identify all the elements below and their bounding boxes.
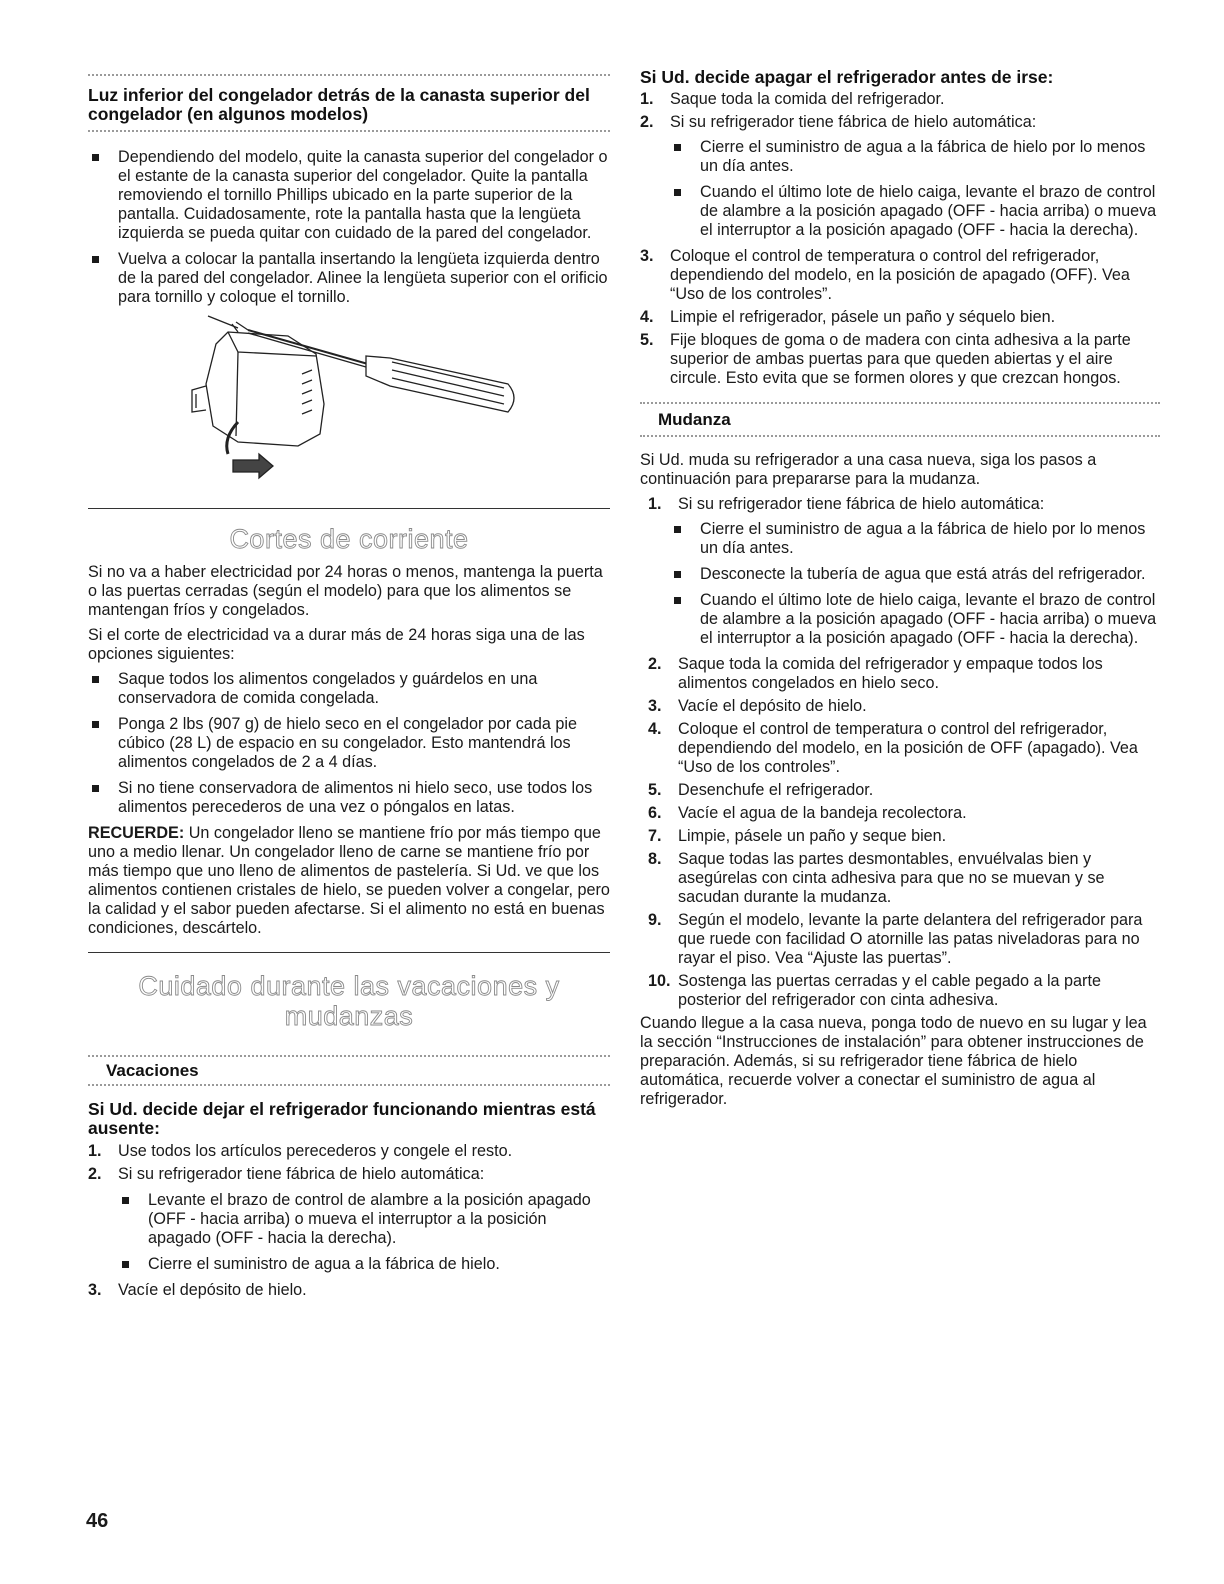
list-item — [640, 804, 1160, 823]
freezer-light-list — [88, 148, 610, 307]
list-item — [640, 781, 1160, 800]
right-column — [640, 0, 1160, 1115]
freezer-light-heading: Luz inferior del congelador detrás de la canasta superior del congelador (en algunos modelos) — [88, 85, 590, 124]
page-number: 46 — [86, 1510, 109, 1532]
power-outage-list — [88, 670, 610, 817]
list-item: Cuando el último lote de hielo caiga, levante el brazo de control de alambre a la posición apagado (OFF - hacia arriba) o mueva el interruptor a la posición apagado (OFF - hacia la derecha). — [670, 591, 1160, 648]
list-item: Cierre el suministro de agua a la fábrica de hielo por lo menos un día antes. — [670, 520, 1160, 558]
step-text: Coloque el control de temperatura o control del refrigerador, dependiendo del modelo, en la posición de apagado (OFF). Vea “Uso de los controles”. — [670, 247, 1130, 303]
list-item — [640, 911, 1160, 968]
step-number: 4. — [640, 308, 654, 326]
list-item — [88, 1142, 610, 1161]
step-text: Saque toda la comida del refrigerador y empaque todos los alimentos congelados en hielo seco. — [678, 655, 1103, 692]
divider — [640, 435, 1160, 437]
step-number: 2. — [88, 1165, 102, 1183]
list-item — [640, 331, 1160, 388]
vacation-step2-list — [118, 1191, 610, 1274]
moving-step1-list — [670, 520, 1160, 648]
list-item — [640, 720, 1160, 777]
list-item — [88, 1165, 610, 1274]
screwdriver-light-cover-icon — [88, 314, 610, 502]
power-outage-paragraph-1: Si no va a haber electricidad por 24 horas o menos, mantenga la puerta o las puertas cerradas (según el modelo) para que los alimentos se mantengan fríos y congelados. — [88, 563, 603, 619]
step-number: 1. — [640, 90, 654, 108]
step-number: 5. — [640, 331, 654, 349]
section-rule — [88, 508, 610, 509]
step-text: Saque toda la comida del refrigerador. — [670, 90, 945, 108]
list-item: Si no tiene conservadora de alimentos ni hielo seco, use todos los alimentos perecederos de una vez o póngalos en latas. — [88, 779, 610, 817]
power-outage-paragraph-2: Si el corte de electricidad va a durar más de 24 horas siga una de las opciones siguientes: — [88, 626, 585, 663]
step-text: Saque todas las partes desmontables, envuélvalas bien y asegúrelas con cinta adhesiva para que no se muevan y se sacudan durante la mudanza. — [678, 850, 1105, 906]
divider — [640, 402, 1160, 404]
list-item — [640, 495, 1160, 648]
list-item: Ponga 2 lbs (907 g) de hielo seco en el congelador por cada pie cúbico (28 L) de espacio en su congelador. Esto mantendrá los alimentos congelados de 2 a 4 días. — [88, 715, 610, 772]
turn-off-steps — [640, 90, 1160, 388]
list-item — [640, 850, 1160, 907]
step-text: Si su refrigerador tiene fábrica de hielo automática: — [678, 495, 1045, 513]
remember-paragraph — [88, 824, 610, 938]
step-text: Si su refrigerador tiene fábrica de hielo automática: — [118, 1165, 485, 1183]
step-number: 5. — [648, 781, 662, 799]
moving-band-heading: Mudanza — [658, 410, 731, 429]
moving-steps — [640, 495, 1160, 648]
list-item — [640, 247, 1160, 304]
step-text: Vacíe el depósito de hielo. — [118, 1281, 307, 1299]
left-column — [88, 0, 610, 1304]
divider — [88, 74, 610, 76]
list-item: Dependiendo del modelo, quite la canasta superior del congelador o el estante de la canasta superior del congelador. Quite la pantalla removiendo el tornillo Phillips ubicado en la parte superior de la pantalla. Cuidadosamente, rote la pantalla hasta que la lengüeta izquierda se pueda quitar con cuidado de la pared del congelador. — [88, 148, 610, 243]
power-outage-title: Cortes de corriente — [229, 524, 469, 554]
step-number: 2. — [648, 655, 662, 673]
remember-text: Un congelador lleno se mantiene frío por más tiempo que uno a medio llenar. Un congelador lleno de carne se mantiene frío por más tiempo que uno lleno de alimentos de pastelería. Si Ud. ve que los alimentos contienen cristales de hielo, se pueden volver a congelar, pero la calidad y el sabor pueden afectarse. Si el alimento no está en buenas condiciones, descártelo. — [88, 824, 610, 937]
step-number: 3. — [648, 697, 662, 715]
list-item: Levante el brazo de control de alambre a la posición apagado (OFF - hacia arriba) o mueva el interruptor a la posición apagado (OFF - hacia la derecha). — [118, 1191, 610, 1248]
step-number: 7. — [648, 827, 662, 845]
divider — [88, 130, 610, 132]
moving-closing: Cuando llegue a la casa nueva, ponga todo de nuevo en su lugar y lea la sección “Instrucciones de instalación” para obtener instrucciones de preparación. Además, si su refrigerador tiene fábrica de hielo automática, recuerde volver a conectar el suministro de agua al refrigerador. — [640, 1014, 1147, 1108]
vacation-title-line-1: Cuidado durante las vacaciones y — [138, 971, 560, 1001]
step-text: Según el modelo, levante la parte delantera del refrigerador para que ruede con facilidad O atornille las patas niveladoras para no rayar el piso. Vea “Ajuste las puertas”. — [678, 911, 1143, 967]
step-number: 1. — [648, 495, 662, 513]
list-item: Saque todos los alimentos congelados y guárdelos en una conservadora de comida congelada. — [88, 670, 610, 708]
step-number: 4. — [648, 720, 662, 738]
step-text: Vacíe el depósito de hielo. — [678, 697, 867, 715]
divider — [88, 1055, 610, 1057]
turn-off-heading: Si Ud. decide apagar el refrigerador antes de irse: — [640, 67, 1054, 87]
step-number: 10. — [648, 972, 671, 990]
step-number: 8. — [648, 850, 662, 868]
step-number: 3. — [88, 1281, 102, 1299]
moving-steps-continued — [640, 655, 1160, 1010]
list-item: Desconecte la tubería de agua que está atrás del refrigerador. — [670, 565, 1160, 584]
freezer-light-illustration — [88, 314, 610, 502]
list-item — [640, 655, 1160, 693]
step-text: Coloque el control de temperatura o control del refrigerador, dependiendo del modelo, en la posición de OFF (apagado). Vea “Uso de los controles”. — [678, 720, 1138, 776]
vacation-band-heading: Vacaciones — [106, 1061, 199, 1080]
vacation-subheading: Si Ud. decide dejar el refrigerador funcionando mientras está ausente: — [88, 1099, 596, 1138]
divider — [88, 1084, 610, 1086]
list-item — [88, 1281, 610, 1300]
vacation-title-line-2: mudanzas — [284, 1001, 414, 1031]
step-text: Vacíe el agua de la bandeja recolectora. — [678, 804, 967, 822]
step-text: Fije bloques de goma o de madera con cinta adhesiva a la parte superior de ambas puertas para que queden abiertas y el aire circule. Esto evita que se formen olores y que crezcan hongos. — [670, 331, 1131, 387]
vacation-steps — [88, 1142, 610, 1300]
list-item: Vuelva a colocar la pantalla insertando la lengüeta izquierda dentro de la pared del congelador. Alinee la lengüeta superior con el orificio para tornillo y coloque el tornillo. — [88, 250, 610, 307]
step-text: Use todos los artículos perecederos y congele el resto. — [118, 1142, 513, 1160]
list-item — [640, 972, 1160, 1010]
step-number: 1. — [88, 1142, 102, 1160]
moving-intro: Si Ud. muda su refrigerador a una casa nueva, siga los pasos a continuación para prepararse para la mudanza. — [640, 451, 1097, 488]
step-number: 2. — [640, 113, 654, 131]
step-text: Si su refrigerador tiene fábrica de hielo automática: — [670, 113, 1037, 131]
list-item — [640, 827, 1160, 846]
step-text: Sostenga las puertas cerradas y el cable pegado a la parte posterior del refrigerador con cinta adhesiva. — [678, 972, 1101, 1009]
list-item: Cierre el suministro de agua a la fábrica de hielo por lo menos un día antes. — [670, 138, 1160, 176]
step-number: 9. — [648, 911, 662, 929]
step-text: Limpie el refrigerador, pásele un paño y séquelo bien. — [670, 308, 1056, 326]
step-number: 3. — [640, 247, 654, 265]
turn-off-step2-list — [670, 138, 1160, 240]
list-item — [640, 113, 1160, 240]
vacation-title — [88, 971, 610, 1031]
list-item — [640, 308, 1160, 327]
list-item — [640, 90, 1160, 109]
remember-label: RECUERDE: — [88, 824, 185, 842]
step-text: Desenchufe el refrigerador. — [678, 781, 874, 799]
list-item: Cuando el último lote de hielo caiga, levante el brazo de control de alambre a la posición apagado (OFF - hacia arriba) o mueva el interruptor a la posición apagado (OFF - hacia la derecha). — [670, 183, 1160, 240]
list-item — [640, 697, 1160, 716]
step-text: Limpie, pásele un paño y seque bien. — [678, 827, 947, 845]
step-number: 6. — [648, 804, 662, 822]
section-rule — [88, 952, 610, 953]
list-item: Cierre el suministro de agua a la fábrica de hielo. — [118, 1255, 610, 1274]
